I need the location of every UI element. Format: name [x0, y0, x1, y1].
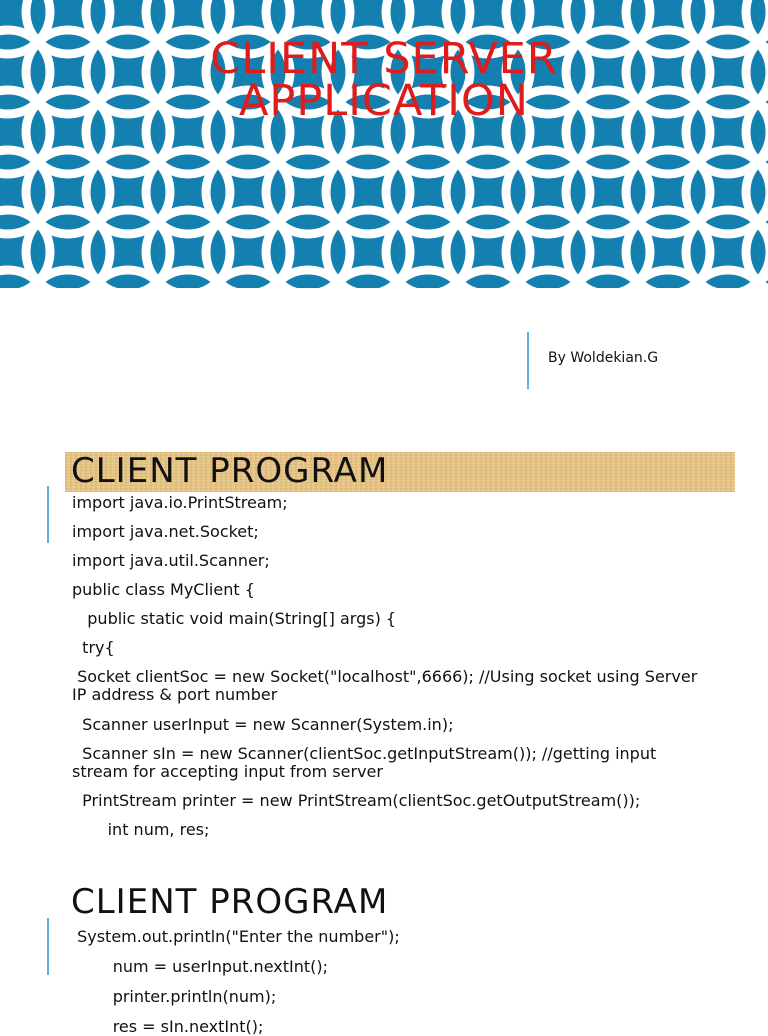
- code-line: res = sIn.nextInt();: [72, 1017, 264, 1036]
- code-line: public static void main(String[] args) {: [72, 609, 397, 628]
- code-line: try{: [72, 638, 115, 657]
- author-divider: [527, 332, 529, 389]
- code-line: public class MyClient {: [72, 580, 255, 599]
- accent-divider: [47, 486, 49, 543]
- accent-divider: [47, 918, 49, 975]
- code-line: Scanner userInput = new Scanner(System.in);: [72, 715, 454, 734]
- presentation-title: [0, 34, 768, 126]
- author-name: By Woldekian.G: [548, 350, 659, 366]
- code-line: int num, res;: [72, 820, 210, 839]
- code-line: num = userInput.nextInt();: [72, 957, 328, 976]
- code-line: import java.net.Socket;: [72, 522, 259, 541]
- code-line: Socket clientSoc = new Socket("localhost",6666); //Using socket using Server IP address & port number: [72, 667, 703, 704]
- code-line: printer.println(num);: [72, 987, 277, 1006]
- code-line: PrintStream printer = new PrintStream(clientSoc.getOutputStream());: [72, 791, 641, 810]
- slide-title: CLIENT PROGRAM: [71, 451, 389, 491]
- code-line: System.out.println("Enter the number");: [72, 927, 400, 946]
- code-line: import java.io.PrintStream;: [72, 493, 288, 512]
- title-line-1: CLIENT SERVER: [210, 34, 558, 84]
- code-line: import java.util.Scanner;: [72, 551, 270, 570]
- title-banner: [0, 0, 768, 288]
- code-line: Scanner sIn = new Scanner(clientSoc.getInputStream()); //getting input stream for accepting input from server: [72, 744, 662, 781]
- slide-title: CLIENT PROGRAM: [71, 882, 389, 922]
- title-line-2: APPLICATION: [239, 76, 529, 126]
